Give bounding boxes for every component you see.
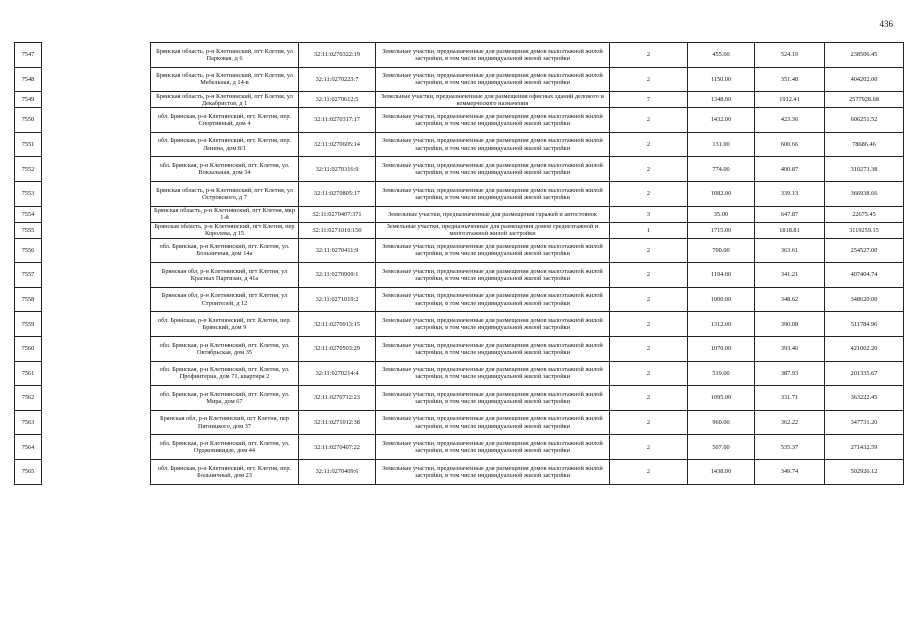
- address-cell: обл. Брянская, р-н Клетнянский, пгт. Клетня, пер. Больничный, дом 23: [151, 459, 299, 484]
- spacer-cell: [42, 157, 151, 182]
- cadastral-number-cell: 32:11:0270612:5: [299, 92, 376, 108]
- cadastral-value-cell: 366938.66: [825, 181, 904, 206]
- table-row: [15, 92, 904, 108]
- spacer-cell: [42, 386, 151, 411]
- land-use-cell: Земельные участки, предназначенные для размещения домов малоэтажной жилой застройки, в том числе индивидуальной жилой застройки: [376, 132, 610, 157]
- land-use-cell: Земельные участки, предназначенные для размещения домов малоэтажной жилой застройки, в том числе индивидуальной жилой застройки: [376, 410, 610, 435]
- land-use-cell: Земельные участки, предназначенные для размещения домов малоэтажной жилой застройки, в том числе индивидуальной жилой застройки: [376, 312, 610, 337]
- area-cell: 1438.00: [688, 459, 755, 484]
- area-cell: 1150.00: [688, 67, 755, 92]
- land-use-cell: Земельные участки, предназначенные для размещения домов малоэтажной жилой застройки, в том числе индивидуальной жилой застройки: [376, 435, 610, 460]
- use-group-cell: 2: [610, 361, 688, 386]
- address-cell: Брянская область, р-н Клетнянский, пгт Клетня, мкр 1-й: [151, 206, 299, 222]
- table-row: [15, 157, 904, 182]
- specific-value-cell: 363.61: [755, 238, 825, 263]
- cadastral-number-cell: 32:11:0270712:23: [299, 386, 376, 411]
- cadastral-value-cell: 404202.00: [825, 67, 904, 92]
- row-number-cell: 7547: [15, 43, 42, 68]
- area-cell: 1432.00: [688, 108, 755, 133]
- table-row: [15, 108, 904, 133]
- address-cell: обл. Брянская, р-н Клетнянский, пгт. Клетня, ул. Орджоникидзе, дом 44: [151, 435, 299, 460]
- table-row: [15, 222, 904, 238]
- spacer-cell: [42, 222, 151, 238]
- spacer-cell: [42, 206, 151, 222]
- table-row: [15, 132, 904, 157]
- specific-value-cell: 331.71: [755, 386, 825, 411]
- address-cell: обл. Брянская, р-н Клетнянский, пгт. Клетня, пер. Спортивный, дом 4: [151, 108, 299, 133]
- area-cell: 774.00: [688, 157, 755, 182]
- cadastral-value-cell: 310273.38: [825, 157, 904, 182]
- specific-value-cell: 348.62: [755, 287, 825, 312]
- spacer-cell: [42, 181, 151, 206]
- specific-value-cell: 349.74: [755, 459, 825, 484]
- land-use-cell: Земельные участки, предназначенные для размещения домов среднеэтажной и многоэтажной жилой застройки: [376, 222, 610, 238]
- cadastral-value-cell: 271432.59: [825, 435, 904, 460]
- area-cell: 131.00: [688, 132, 755, 157]
- cadastral-number-cell: 32:11:0270913:15: [299, 312, 376, 337]
- specific-value-cell: 600.66: [755, 132, 825, 157]
- table-row: [15, 410, 904, 435]
- specific-value-cell: 351.48: [755, 67, 825, 92]
- spacer-cell: [42, 361, 151, 386]
- row-number-cell: 7549: [15, 92, 42, 108]
- cadastral-value-cell: 347731.20: [825, 410, 904, 435]
- spacer-cell: [42, 435, 151, 460]
- cadastral-value-cell: 238506.45: [825, 43, 904, 68]
- address-cell: обл. Брянская, р-н Клетнянский, пгт. Клетня, ул. Октябрьская, дом 35: [151, 336, 299, 361]
- specific-value-cell: 400.87: [755, 157, 825, 182]
- spacer-cell: [42, 410, 151, 435]
- table-row: [15, 206, 904, 222]
- cadastral-number-cell: 32:11:0270214:4: [299, 361, 376, 386]
- table-body: [15, 43, 904, 485]
- cadastral-number-cell: 32:11:0270223:7: [299, 67, 376, 92]
- cadastral-number-cell: 32:11:0271012:38: [299, 410, 376, 435]
- row-number-cell: 7548: [15, 67, 42, 92]
- cadastral-value-cell: 78686.46: [825, 132, 904, 157]
- specific-value-cell: 647.87: [755, 206, 825, 222]
- spacer-cell: [42, 263, 151, 288]
- row-number-cell: 7557: [15, 263, 42, 288]
- cadastral-value-cell: 363222.45: [825, 386, 904, 411]
- specific-value-cell: 390.08: [755, 312, 825, 337]
- specific-value-cell: 341.21: [755, 263, 825, 288]
- table-row: [15, 238, 904, 263]
- row-number-cell: 7564: [15, 435, 42, 460]
- land-use-cell: Земельные участки, предназначенные для размещения домов малоэтажной жилой застройки, в том числе индивидуальной жилой застройки: [376, 157, 610, 182]
- cadastral-value-cell: 2577928.68: [825, 92, 904, 108]
- cadastral-value-cell: 502926.12: [825, 459, 904, 484]
- specific-value-cell: 1912.41: [755, 92, 825, 108]
- page-number: 436: [879, 19, 893, 29]
- cadastral-number-cell: 32:11:0270605:14: [299, 132, 376, 157]
- use-group-cell: 1: [610, 222, 688, 238]
- land-use-cell: Земельные участки, предназначенные для размещения гаражей и автостоянок: [376, 206, 610, 222]
- row-number-cell: 7560: [15, 336, 42, 361]
- land-use-cell: Земельные участки, предназначенные для размещения домов малоэтажной жилой застройки, в том числе индивидуальной жилой застройки: [376, 459, 610, 484]
- use-group-cell: 2: [610, 157, 688, 182]
- area-cell: 1070.00: [688, 336, 755, 361]
- land-use-cell: Земельные участки, предназначенные для размещения офисных зданий делового и коммерческого назначения: [376, 92, 610, 108]
- cadastral-value-cell: 3119259.15: [825, 222, 904, 238]
- address-cell: Брянская область, р-н Клетнянский, пгт Клетня, ул Декабристов, д 1: [151, 92, 299, 108]
- cadastral-number-cell: 32:11:0270805:17: [299, 181, 376, 206]
- row-number-cell: 7551: [15, 132, 42, 157]
- cadastral-value-cell: 254527.00: [825, 238, 904, 263]
- use-group-cell: 3: [610, 206, 688, 222]
- row-number-cell: 7552: [15, 157, 42, 182]
- area-cell: 960.00: [688, 410, 755, 435]
- area-cell: 1312.00: [688, 312, 755, 337]
- row-number-cell: 7556: [15, 238, 42, 263]
- cadastral-number-cell: 32:11:0271019:2: [299, 287, 376, 312]
- row-number-cell: 7565: [15, 459, 42, 484]
- row-number-cell: 7559: [15, 312, 42, 337]
- table-row: [15, 361, 904, 386]
- area-cell: 35.00: [688, 206, 755, 222]
- table-row: [15, 312, 904, 337]
- specific-value-cell: 387.93: [755, 361, 825, 386]
- area-cell: 1194.00: [688, 263, 755, 288]
- area-cell: 1082.00: [688, 181, 755, 206]
- specific-value-cell: 393.46: [755, 336, 825, 361]
- cadastral-number-cell: 32:11:0270316:9: [299, 157, 376, 182]
- area-cell: 1095.00: [688, 386, 755, 411]
- table-row: [15, 386, 904, 411]
- land-use-cell: Земельные участки, предназначенные для размещения домов малоэтажной жилой застройки, в том числе индивидуальной жилой застройки: [376, 108, 610, 133]
- cadastral-value-cell: 511784.96: [825, 312, 904, 337]
- use-group-cell: 2: [610, 108, 688, 133]
- land-use-cell: Земельные участки, предназначенные для размещения домов малоэтажной жилой застройки, в том числе индивидуальной жилой застройки: [376, 263, 610, 288]
- use-group-cell: 2: [610, 459, 688, 484]
- address-cell: Брянская область, р-н Клетнянский, пгт Клетня, ул Мебельная, д 14-в: [151, 67, 299, 92]
- spacer-cell: [42, 336, 151, 361]
- cadastral-number-cell: 32:11:0270411:9: [299, 238, 376, 263]
- area-cell: 1715.00: [688, 222, 755, 238]
- address-cell: Брянская область, р-н Клетнянский, пгт Клетня, пер Королева, д 15: [151, 222, 299, 238]
- spacer-cell: [42, 287, 151, 312]
- area-cell: 507.00: [688, 435, 755, 460]
- row-number-cell: 7554: [15, 206, 42, 222]
- address-cell: Брянская обл, р-н Клетнянский, пгт Клетня, ул Красных Партизан, д 41а: [151, 263, 299, 288]
- address-cell: обл. Брянская, р-н Клетнянский, пгт. Клетня, ул. Профинтерна, дом 71, квартира 2: [151, 361, 299, 386]
- use-group-cell: 2: [610, 312, 688, 337]
- use-group-cell: 2: [610, 435, 688, 460]
- spacer-cell: [42, 238, 151, 263]
- table-row: [15, 263, 904, 288]
- specific-value-cell: 423.36: [755, 108, 825, 133]
- table-row: [15, 336, 904, 361]
- land-use-cell: Земельные участки, предназначенные для размещения домов малоэтажной жилой застройки, в том числе индивидуальной жилой застройки: [376, 336, 610, 361]
- row-number-cell: 7553: [15, 181, 42, 206]
- address-cell: Брянская область, р-н Клетнянский, пгт Клетня, ул Островского, д 7: [151, 181, 299, 206]
- area-cell: 700.00: [688, 238, 755, 263]
- spacer-cell: [42, 67, 151, 92]
- land-use-cell: Земельные участки, предназначенные для размещения домов малоэтажной жилой застройки, в том числе индивидуальной жилой застройки: [376, 287, 610, 312]
- cadastral-number-cell: 32:11:0270909:1: [299, 263, 376, 288]
- cadastral-number-cell: 32:11:0270322:19: [299, 43, 376, 68]
- spacer-cell: [42, 459, 151, 484]
- land-use-cell: Земельные участки, предназначенные для размещения домов малоэтажной жилой застройки, в том числе индивидуальной жилой застройки: [376, 181, 610, 206]
- spacer-cell: [42, 132, 151, 157]
- land-use-cell: Земельные участки, предназначенные для размещения домов малоэтажной жилой застройки, в том числе индивидуальной жилой застройки: [376, 238, 610, 263]
- cadastral-value-cell: 22675.45: [825, 206, 904, 222]
- specific-value-cell: 535.37: [755, 435, 825, 460]
- use-group-cell: 2: [610, 410, 688, 435]
- address-cell: обл. Брянская, р-н Клетнянский, пгт. Клетня, пер. Ленина, дом 8/1: [151, 132, 299, 157]
- cadastral-number-cell: 32:11:0270407:371: [299, 206, 376, 222]
- use-group-cell: 2: [610, 336, 688, 361]
- cadastral-value-cell: 407404.74: [825, 263, 904, 288]
- land-use-cell: Земельные участки, предназначенные для размещения домов малоэтажной жилой застройки, в том числе индивидуальной жилой застройки: [376, 361, 610, 386]
- area-cell: 519.00: [688, 361, 755, 386]
- use-group-cell: 2: [610, 132, 688, 157]
- spacer-cell: [42, 312, 151, 337]
- address-cell: обл. Брянская, р-н Клетнянский, пгт. Клетня, ул. Больничная, дом 14а: [151, 238, 299, 263]
- spacer-cell: [42, 108, 151, 133]
- land-registry-table: [14, 42, 904, 485]
- area-cell: 455.00: [688, 43, 755, 68]
- use-group-cell: 2: [610, 238, 688, 263]
- spacer-cell: [42, 43, 151, 68]
- address-cell: Брянская обл, р-н Клетнянский, пгт Клетня, ул Строителей, д 12: [151, 287, 299, 312]
- table-row: [15, 67, 904, 92]
- land-use-cell: Земельные участки, предназначенные для размещения домов малоэтажной жилой застройки, в том числе индивидуальной жилой застройки: [376, 386, 610, 411]
- cadastral-number-cell: 32:11:0270317:17: [299, 108, 376, 133]
- address-cell: обл. Брянская, р-н Клетнянский, пгт. Клетня, ул. Мира, дом 67: [151, 386, 299, 411]
- cadastral-number-cell: 32:11:0271010:150: [299, 222, 376, 238]
- cadastral-value-cell: 348620.00: [825, 287, 904, 312]
- specific-value-cell: 524.19: [755, 43, 825, 68]
- row-number-cell: 7550: [15, 108, 42, 133]
- use-group-cell: 2: [610, 67, 688, 92]
- cadastral-number-cell: 32:11:0270409:6: [299, 459, 376, 484]
- land-use-cell: Земельные участки, предназначенные для размещения домов малоэтажной жилой застройки, в том числе индивидуальной жилой застройки: [376, 67, 610, 92]
- row-number-cell: 7555: [15, 222, 42, 238]
- row-number-cell: 7558: [15, 287, 42, 312]
- cadastral-number-cell: 32:11:0270407:22: [299, 435, 376, 460]
- cadastral-value-cell: 606251.52: [825, 108, 904, 133]
- row-number-cell: 7562: [15, 386, 42, 411]
- use-group-cell: 2: [610, 263, 688, 288]
- area-cell: 1000.00: [688, 287, 755, 312]
- cadastral-number-cell: 32:11:0270503:29: [299, 336, 376, 361]
- specific-value-cell: 362.22: [755, 410, 825, 435]
- cadastral-value-cell: 201335.67: [825, 361, 904, 386]
- table-row: [15, 181, 904, 206]
- address-cell: обл. Брянская, р-н Клетнянский, пгт. Клетня, пер. Брянский, дом 9: [151, 312, 299, 337]
- table-row: [15, 435, 904, 460]
- address-cell: обл. Брянская, р-н Клетнянский, пгт. Клетня, ул. Вокзальная, дом 34: [151, 157, 299, 182]
- land-use-cell: Земельные участки, предназначенные для размещения домов малоэтажной жилой застройки, в том числе индивидуальной жилой застройки: [376, 43, 610, 68]
- table-row: [15, 287, 904, 312]
- row-number-cell: 7561: [15, 361, 42, 386]
- address-cell: Брянская область, р-н Клетнянский, пгт Клетня, ул Парковая, д 6: [151, 43, 299, 68]
- specific-value-cell: 339.13: [755, 181, 825, 206]
- use-group-cell: 2: [610, 287, 688, 312]
- use-group-cell: 2: [610, 43, 688, 68]
- spacer-cell: [42, 92, 151, 108]
- area-cell: 1348.00: [688, 92, 755, 108]
- use-group-cell: 2: [610, 386, 688, 411]
- table-row: [15, 43, 904, 68]
- use-group-cell: 2: [610, 181, 688, 206]
- row-number-cell: 7563: [15, 410, 42, 435]
- address-cell: Брянская обл, р-н Клетнянский, пгт Клетня, пер Пятницкого, дом 37: [151, 410, 299, 435]
- specific-value-cell: 1818.81: [755, 222, 825, 238]
- use-group-cell: 7: [610, 92, 688, 108]
- table-row: [15, 459, 904, 484]
- cadastral-value-cell: 421002.20: [825, 336, 904, 361]
